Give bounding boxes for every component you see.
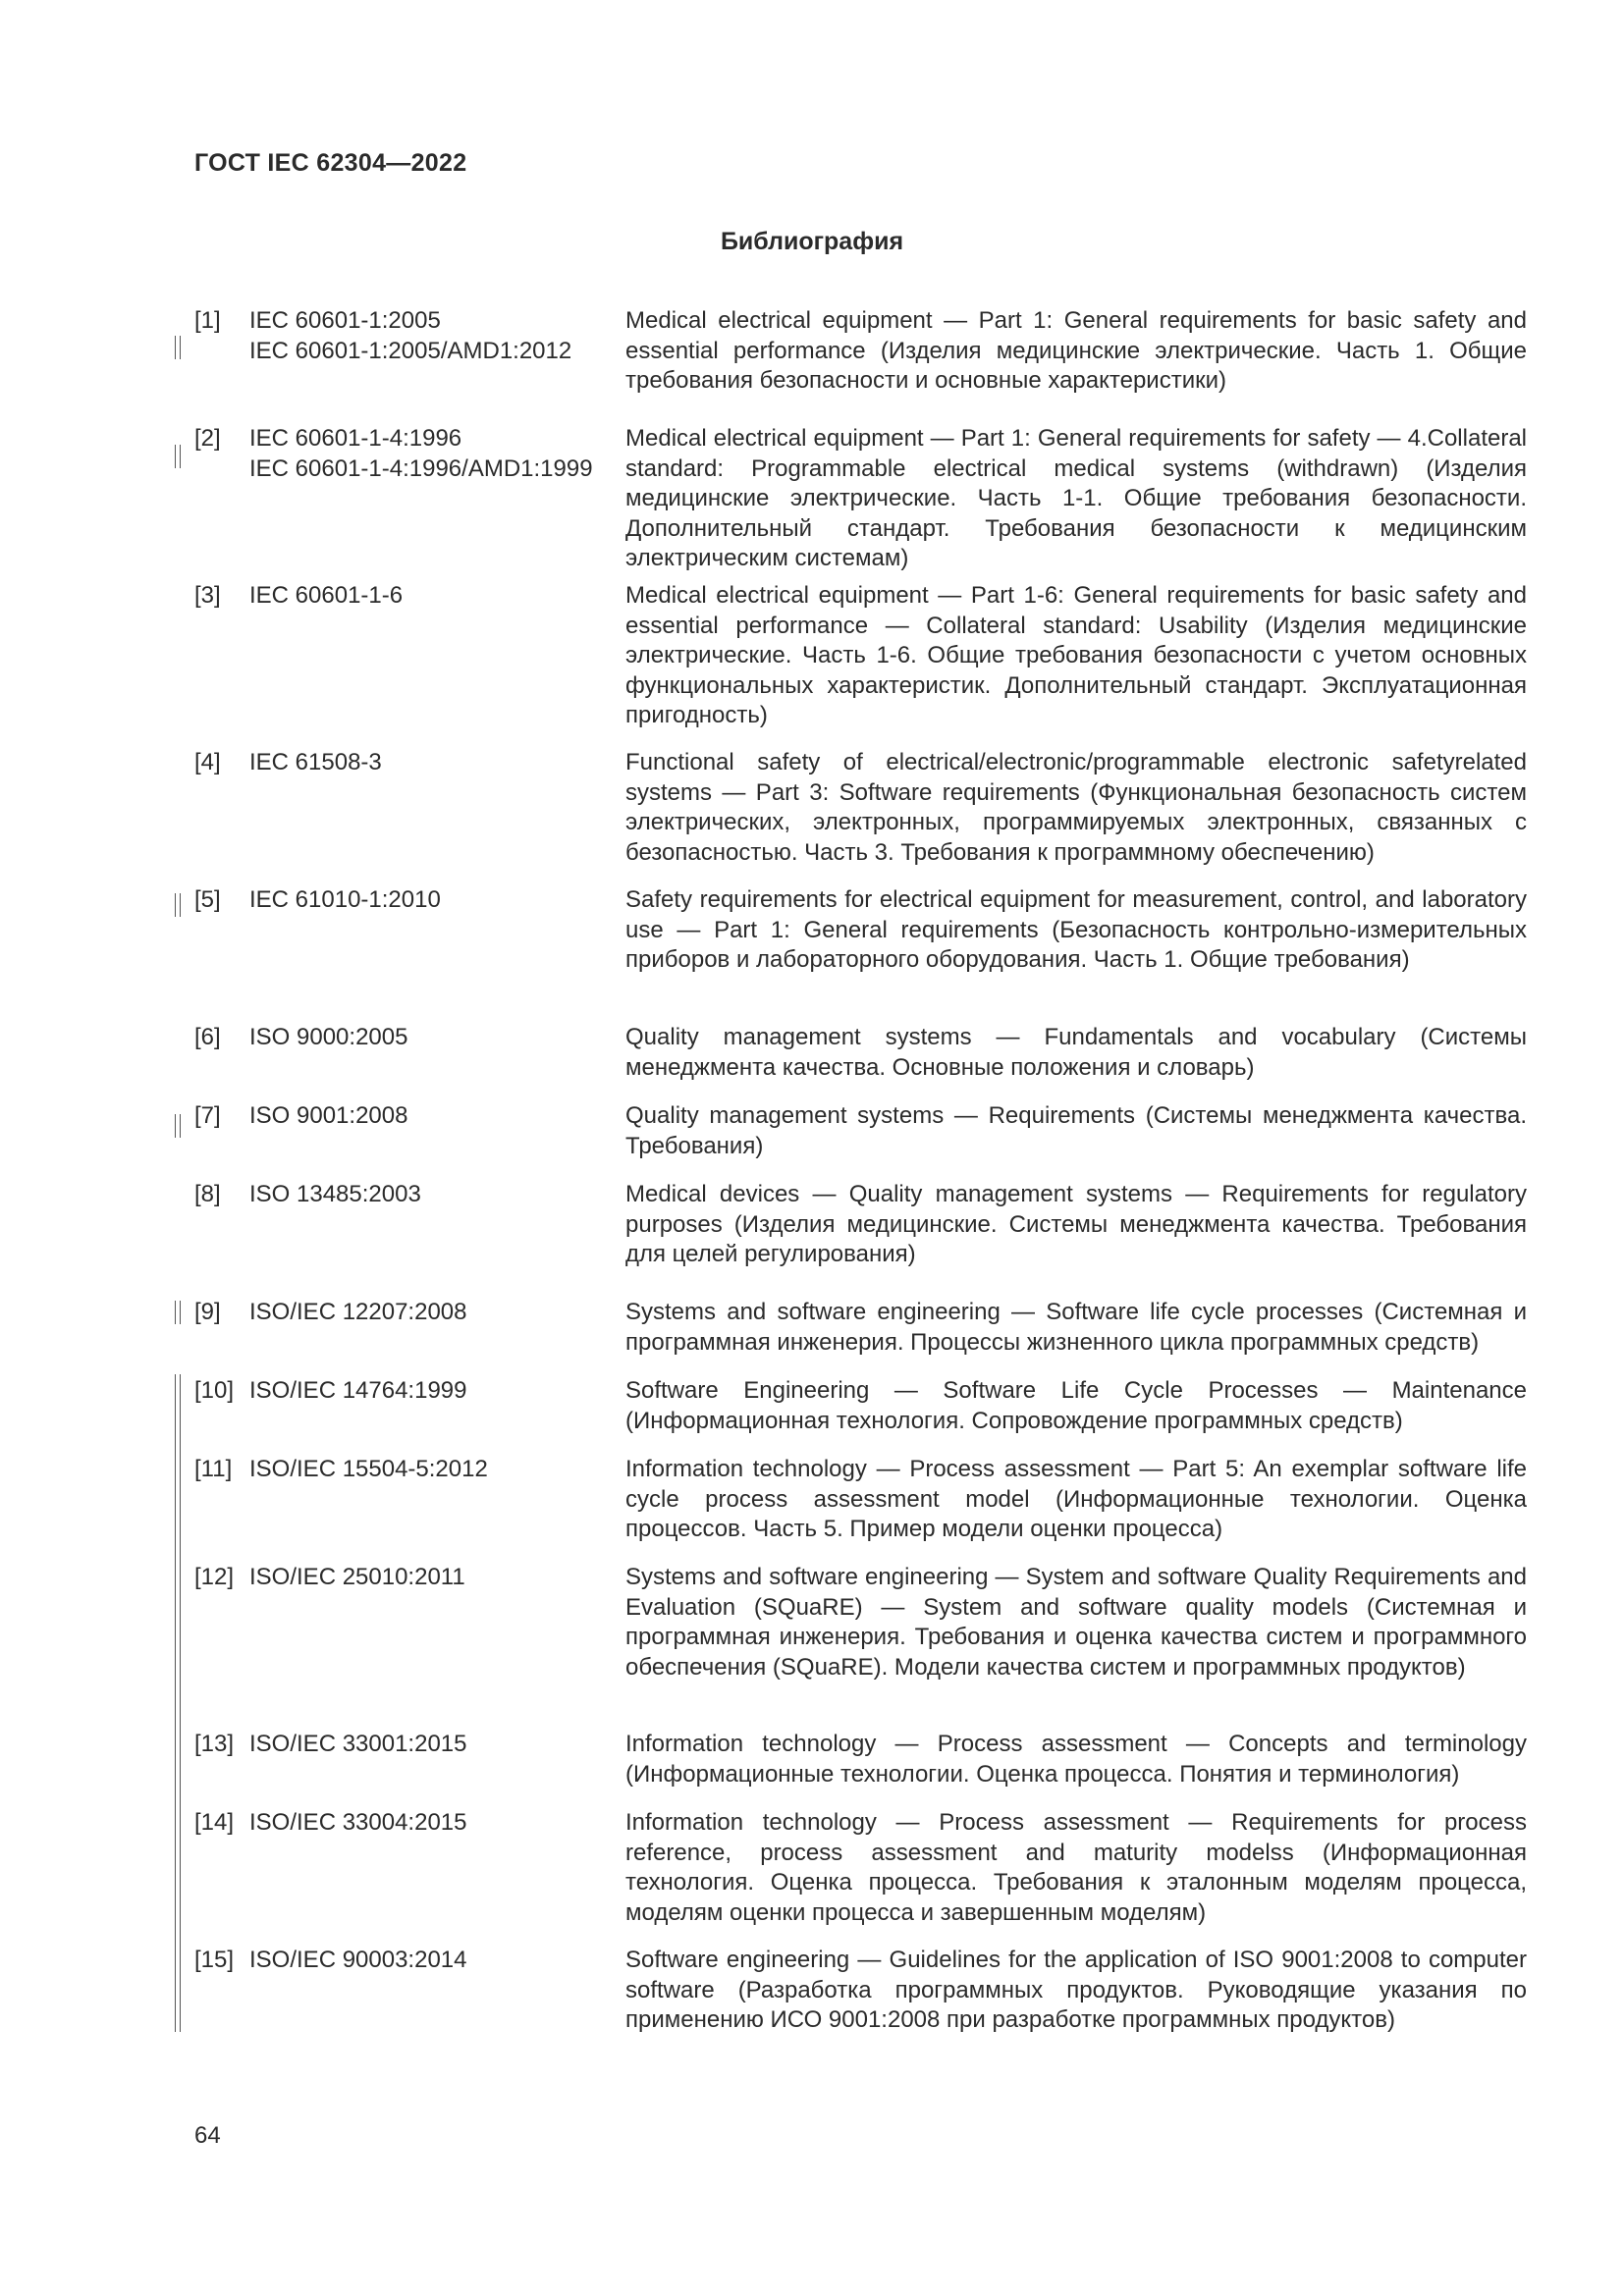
standard-reference: ISO 9001:2008 bbox=[249, 1102, 408, 1129]
entry-description: Systems and software engineering — System and software Quality Requirements and Evaluation (SQuaRE) — System and software quality models (Системная и программная инженерия. Требования и оценка качества систем и программного обеспечения (SQuaRE). Модели качества систем и программных продуктов) bbox=[625, 1564, 1527, 1681]
document-code: ГОСТ IEC 62304—2022 bbox=[194, 149, 467, 177]
page-title: Библиография bbox=[720, 228, 904, 255]
standard-reference: IEC 61508-3 bbox=[249, 749, 382, 775]
standard-reference: ISO/IEC 15504-5:2012 bbox=[249, 1456, 488, 1482]
change-bar bbox=[175, 1301, 181, 1324]
entry-number: [8] bbox=[194, 1181, 221, 1207]
entry-number: [6] bbox=[194, 1024, 221, 1050]
entry-number: [3] bbox=[194, 582, 221, 609]
change-bar bbox=[175, 1114, 181, 1138]
change-bar bbox=[175, 445, 181, 468]
entry-references bbox=[249, 1023, 407, 1053]
standard-reference: ISO 9000:2005 bbox=[249, 1024, 408, 1050]
entry-number: [15] bbox=[194, 1947, 235, 1973]
entry-number: [5] bbox=[194, 886, 221, 913]
standard-reference: IEC 60601-1:2005 bbox=[249, 307, 441, 334]
standard-reference: ISO/IEC 14764:1999 bbox=[249, 1377, 467, 1404]
entry-references bbox=[249, 1298, 466, 1328]
entry-references bbox=[249, 1808, 466, 1839]
standard-reference: IEC 60601-1-4:1996/AMD1:1999 bbox=[249, 454, 593, 482]
standard-reference: IEC 61010-1:2010 bbox=[249, 886, 441, 913]
standard-reference: ISO/IEC 90003:2014 bbox=[249, 1947, 467, 1973]
entry-references bbox=[249, 581, 403, 612]
entry-number: [1] bbox=[194, 307, 221, 334]
entry-references bbox=[249, 1563, 465, 1593]
entry-description: Medical devices — Quality management systems — Requirements for regulatory purposes (Изделия медицинские. Системы менеджмента качества. Требования для целей регулирования) bbox=[625, 1181, 1527, 1267]
standard-reference: ISO/IEC 33004:2015 bbox=[249, 1809, 467, 1836]
entry-references bbox=[249, 1101, 407, 1132]
entry-description: Software engineering — Guidelines for the application of ISO 9001:2008 to computer software (Разработка программных продуктов. Руководящие указания по применению ИСО 9001:2008 при разработке программных продуктов) bbox=[625, 1947, 1527, 2033]
entry-description: Software Engineering — Software Life Cycle Processes — Maintenance (Информационная технология. Сопровождение программных средств) bbox=[625, 1377, 1527, 1434]
entry-description: Information technology — Process assessment — Concepts and terminology (Информационные технологии. Оценка процесса. Понятия и терминология) bbox=[625, 1731, 1527, 1788]
entry-references bbox=[249, 1730, 466, 1760]
entry-number: [10] bbox=[194, 1377, 235, 1404]
standard-reference: ISO/IEC 12207:2008 bbox=[249, 1299, 467, 1325]
entry-number: [4] bbox=[194, 749, 221, 775]
entry-references bbox=[249, 885, 441, 916]
entry-references bbox=[249, 1455, 488, 1485]
entry-number: [14] bbox=[194, 1809, 235, 1836]
entry-references bbox=[249, 1376, 466, 1407]
entry-description: Safety requirements for electrical equipment for measurement, control, and laboratory use — Part 1: General requirements (Безопасность контрольно-измерительных приборов и лабораторного оборудования. Часть 1. Общие требования) bbox=[625, 886, 1527, 973]
standard-reference: ISO/IEC 25010:2011 bbox=[249, 1564, 465, 1590]
entry-number: [12] bbox=[194, 1564, 235, 1590]
entry-references bbox=[249, 424, 593, 484]
entry-description: Information technology — Process assessment — Part 5: An exemplar software life cycle process assessment model (Информационные технологии. Оценка процессов. Часть 5. Пример модели оценки процесса) bbox=[625, 1456, 1527, 1542]
change-bar bbox=[175, 336, 181, 359]
standard-reference: IEC 60601-1-4:1996 bbox=[249, 425, 462, 452]
entry-number: [11] bbox=[194, 1456, 233, 1482]
standard-reference: IEC 60601-1-6 bbox=[249, 582, 404, 609]
entry-references bbox=[249, 748, 382, 778]
entry-number: [13] bbox=[194, 1731, 235, 1757]
entry-description: Functional safety of electrical/electronic/programmable electronic safetyrelated systems — Part 3: Software requirements (Функциональная безопасность систем электрических, электронных, программируемых электронных, связанных с безопасностью. Часть 3. Требования к программному обеспечению) bbox=[625, 749, 1527, 866]
standard-reference: ISO 13485:2003 bbox=[249, 1181, 421, 1207]
entry-description: Quality management systems — Fundamentals and vocabulary (Системы менеджмента качества. Основные положения и словарь) bbox=[625, 1024, 1527, 1081]
entry-number: [9] bbox=[194, 1299, 221, 1325]
entry-description: Medical electrical equipment — Part 1-6: General requirements for basic safety and essential performance — Collateral standard: Usability (Изделия медицинские электрические. Часть 1-6. Общие требования безопасности с учетом основных функциональных характеристик. Дополнительный стандарт. Эксплуатационная пригодность) bbox=[625, 582, 1527, 728]
entry-description: Information technology — Process assessment — Requirements for process reference, process assessment and maturity modelss (Информационная технология. Оценка процесса. Требования к эталонным моделям процесса, моделям оценки процесса и завершенным моделям) bbox=[625, 1809, 1527, 1926]
standard-reference: ISO/IEC 33001:2015 bbox=[249, 1731, 467, 1757]
entry-references bbox=[249, 1180, 421, 1210]
entry-number: [7] bbox=[194, 1102, 221, 1129]
page-number: 64 bbox=[194, 2122, 221, 2149]
entry-description: Quality management systems — Requirements (Системы менеджмента качества. Требования) bbox=[625, 1102, 1527, 1159]
entry-references bbox=[249, 306, 571, 366]
entry-description: Medical electrical equipment — Part 1: General requirements for safety — 4.Collateral standard: Programmable electrical medical systems (withdrawn) (Изделия медицинские электрические. Часть 1-1. Общие требования безопасности. Дополнительный стандарт. Требования безопасности к медицинским электрическим системам) bbox=[625, 425, 1527, 571]
entry-number: [2] bbox=[194, 425, 221, 452]
entry-description: Systems and software engineering — Software life cycle processes (Системная и программная инженерия. Процессы жизненного цикла программных средств) bbox=[625, 1299, 1527, 1356]
standard-reference: IEC 60601-1:2005/AMD1:2012 bbox=[249, 337, 572, 364]
change-bar bbox=[175, 1374, 181, 2032]
entry-description: Medical electrical equipment — Part 1: General requirements for basic safety and essential performance (Изделия медицинские электрические. Часть 1. Общие требования безопасности и основные характеристики) bbox=[625, 307, 1527, 394]
change-bar bbox=[175, 893, 181, 917]
entry-references bbox=[249, 1946, 466, 1976]
